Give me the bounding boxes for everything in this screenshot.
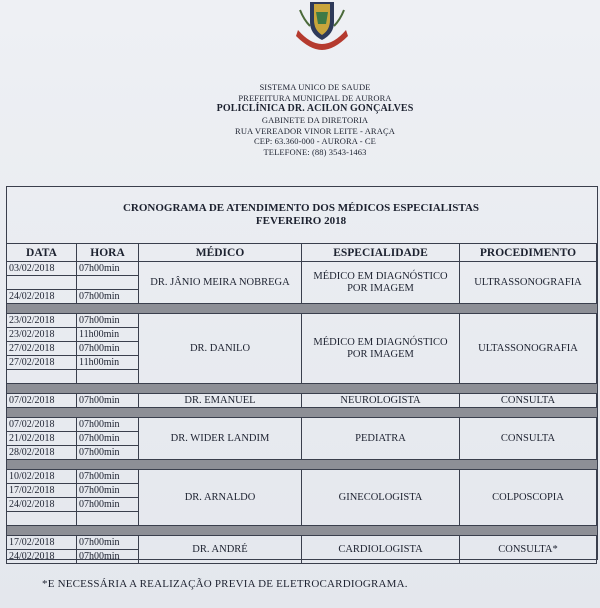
group-separator [7,384,597,394]
date-cell: 28/02/2018 [7,446,77,460]
title-line-2: FEVEREIRO 2018 [255,215,347,227]
date-cell: 24/02/2018 [7,550,77,564]
time-cell: 11h00min [77,328,139,342]
time-cell: 07h00min [77,536,139,550]
municipal-crest-icon [290,0,354,50]
table-row [7,418,597,432]
time-cell: 07h00min [77,550,139,564]
table-row [7,470,597,484]
time-cell: 07h00min [77,470,139,484]
date-cell: 07/02/2018 [7,394,77,408]
date-cell [7,512,77,526]
procedure-cell: CONSULTA [460,418,597,460]
time-cell [77,276,139,290]
date-cell: 03/02/2018 [7,262,77,276]
date-cell: 17/02/2018 [7,484,77,498]
procedure-cell: CONSULTA* [460,536,597,564]
time-cell: 07h00min [77,484,139,498]
date-cell: 24/02/2018 [7,498,77,512]
column-header-hora: HORA [77,244,139,262]
letterhead [190,82,440,157]
time-cell: 07h00min [77,314,139,328]
time-cell: 07h00min [77,290,139,304]
procedure-cell: CONSULTA [460,394,597,408]
time-cell: 07h00min [77,342,139,356]
specialty-cell: MÉDICO EM DIAGNÓSTICO POR IMAGEM [302,314,460,384]
column-header-medico: MÉDICO [139,244,302,262]
date-cell: 27/02/2018 [7,342,77,356]
schedule-title [6,202,596,228]
date-cell: 23/02/2018 [7,328,77,342]
date-cell: 07/02/2018 [7,418,77,432]
group-separator [7,460,597,470]
time-cell [77,512,139,526]
doctor-cell: DR. ANDRÉ [139,536,302,564]
letterhead-line: PREFEITURA MUNICIPAL DE AURORA [238,92,392,103]
title-line-1: CRONOGRAMA DE ATENDIMENTO DOS MÉDICOS ESPECIALISTAS [122,202,480,214]
date-cell: 17/02/2018 [7,536,77,550]
clinic-name: POLICLÍNICA DR. ACILON GONÇALVES [216,103,414,114]
letterhead-line: RUA VEREADOR VINOR LEITE - ARAÇA [235,125,395,136]
letterhead-line: SISTEMA UNICO DE SAUDE [259,82,371,92]
table-row [7,394,597,408]
schedule-table [6,243,597,564]
doctor-cell: DR. EMANUEL [139,394,302,408]
time-cell [77,370,139,384]
date-cell [7,370,77,384]
doctor-cell: DR. WIDER LANDIM [139,418,302,460]
group-separator [7,408,597,418]
date-cell: 21/02/2018 [7,432,77,446]
doctor-cell: DR. ARNALDO [139,470,302,526]
doctor-cell: DR. JÂNIO MEIRA NOBREGA [139,262,302,304]
column-header-especialidade: ESPECIALIDADE [302,244,460,262]
letterhead-line: GABINETE DA DIRETORIA [261,115,369,125]
letterhead-line: TELEFONE: (88) 3543-1463 [263,146,367,157]
date-cell: 24/02/2018 [7,290,77,304]
group-separator [7,526,597,536]
time-cell: 07h00min [77,418,139,432]
time-cell: 07h00min [77,394,139,408]
table-row [7,314,597,328]
time-cell: 07h00min [77,446,139,460]
date-cell: 23/02/2018 [7,314,77,328]
time-cell: 11h00min [77,356,139,370]
time-cell: 07h00min [77,498,139,512]
specialty-cell: MÉDICO EM DIAGNÓSTICO POR IMAGEM [302,262,460,304]
specialty-cell: NEUROLOGISTA [302,394,460,408]
procedure-cell: ULTRASSONOGRAFIA [460,262,597,304]
table-row [7,262,597,276]
table-header-row [7,244,597,262]
table-row [7,536,597,550]
group-separator [7,304,597,314]
procedure-cell: ULTASSONOGRAFIA [460,314,597,384]
date-cell [7,276,77,290]
specialty-cell: CARDIOLOGISTA [302,536,460,564]
specialty-cell: PEDIATRA [302,418,460,460]
date-cell: 10/02/2018 [7,470,77,484]
doctor-cell: DR. DANILO [139,314,302,384]
time-cell: 07h00min [77,432,139,446]
column-header-procedimento: PROCEDIMENTO [460,244,597,262]
specialty-cell: GINECOLOGISTA [302,470,460,526]
column-header-data: DATA [7,244,77,262]
date-cell: 27/02/2018 [7,356,77,370]
footnote: *E NECESSÁRIA A REALIZAÇÃO PREVIA DE ELETROCARDIOGRAMA. [42,578,408,590]
letterhead-line: CEP: 63.360-000 - AURORA - CE [254,136,376,146]
time-cell: 07h00min [77,262,139,276]
procedure-cell: COLPOSCOPIA [460,470,597,526]
